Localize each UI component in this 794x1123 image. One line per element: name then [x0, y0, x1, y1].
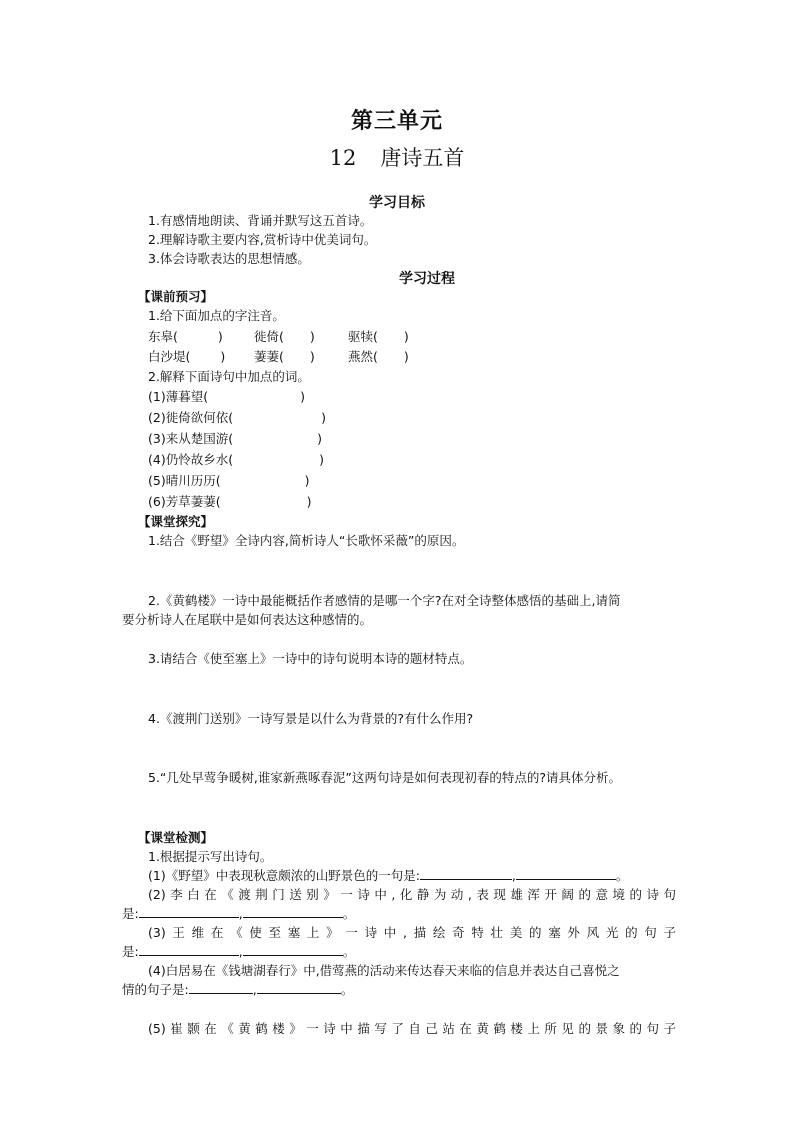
explore-label: 【课堂探究】: [138, 514, 214, 529]
preview-q1: 1.给下面加点的字注音。: [148, 308, 285, 323]
answer-blank[interactable]: [139, 943, 239, 956]
test-item-3-cont: 是: , 。: [122, 944, 356, 959]
explore-q2-cont: 要分析诗人在尾联中是如何表达这种感情的。: [122, 612, 373, 627]
lesson-title: [0, 142, 794, 172]
answer-blank[interactable]: [516, 867, 616, 880]
phonetic-word: 徙倚(: [254, 329, 284, 344]
answer-blank[interactable]: [139, 905, 239, 918]
test-item-5: (5)崔颢在《黄鹤楼》一诗中描写了自己站在黄鹤楼上所见的景象的句子: [148, 1021, 676, 1036]
phonetic-word: 白沙堤(: [148, 349, 191, 364]
objective-item: 1.有感情地朗读、背诵并默写这五首诗。: [148, 213, 373, 228]
test-q1: 1.根据提示写出诗句。: [148, 849, 273, 864]
process-heading: 学习过程: [399, 271, 455, 287]
answer-blank[interactable]: [243, 943, 343, 956]
phonetic-row: 燕然( ): [348, 349, 409, 364]
explain-item: (1)薄暮望( ): [148, 389, 305, 404]
explore-q2: 2.《黄鹤楼》一诗中最能概括作者感情的是哪一个字?在对全诗整体感悟的基础上,请简: [148, 593, 621, 608]
test-item-1: (1)《野望》中表现秋意颇浓的山野景色的一句是: , 。: [148, 868, 629, 883]
test-item-4-cont: 情的句子是: , 。: [122, 982, 354, 997]
preview-q2: 2.解释下面诗句中加点的词。: [148, 369, 310, 384]
answer-blank[interactable]: [189, 981, 253, 994]
explain-item: (5)晴川历历( ): [148, 473, 310, 488]
explore-q3: 3.请结合《使至塞上》一诗中的诗句说明本诗的题材特点。: [148, 651, 473, 666]
phonetic-row: 驱犊( ): [348, 329, 409, 344]
explore-q5: 5.“几处早莺争暖树,谁家新燕啄春泥”这两句诗是如何表现初春的特点的?请具体分析。: [148, 770, 621, 785]
preview-label: 【课前预习】: [138, 289, 214, 304]
phonetic-row: 白沙堤( ): [148, 349, 226, 364]
phonetic-row: 萋萋( ): [254, 349, 315, 364]
unit-title: 第三单元: [350, 108, 443, 134]
phonetic-word: 燕然(: [348, 349, 378, 364]
objective-item: 2.理解诗歌主要内容,赏析诗中优美词句。: [148, 232, 377, 247]
phonetic-row: 东皋( ): [148, 329, 223, 344]
explore-q1: 1.结合《野望》全诗内容,简析诗人“长歌怀采薇”的原因。: [148, 533, 465, 548]
test-label: 【课堂检测】: [138, 830, 214, 845]
objective-item: 3.体会诗歌表达的思想情感。: [148, 251, 310, 266]
objectives-heading: 学习目标: [369, 195, 425, 211]
explore-q4: 4.《渡荆门送别》一诗写景是以什么为背景的?有什么作用?: [148, 711, 474, 726]
explain-item: (3)来从楚国游( ): [148, 431, 322, 446]
answer-blank[interactable]: [420, 867, 512, 880]
lesson-name: 唐诗五首: [380, 146, 465, 170]
lesson-number: 12: [329, 146, 357, 170]
explain-item: (6)芳草萋萋( ): [148, 494, 312, 509]
phonetic-word: 东皋(: [148, 329, 178, 344]
test-item-2-cont: 是: , 。: [122, 906, 356, 921]
phonetic-row: 徙倚( ): [254, 329, 315, 344]
test-item-3: (3)王维在《使至塞上》一诗中,描绘奇特壮美的塞外风光的句子: [148, 925, 676, 940]
answer-blank[interactable]: [243, 905, 343, 918]
test-item-2: (2)李白在《渡荆门送别》一诗中,化静为动,表现雄浑开阔的意境的诗句: [148, 887, 676, 902]
answer-blank[interactable]: [257, 981, 341, 994]
explain-item: (2)徙倚欲何依( ): [148, 410, 326, 425]
explain-item: (4)仍怜故乡水( ): [148, 452, 324, 467]
test-item-4: (4)白居易在《钱塘湖春行》中,借莺燕的活动来传达春天来临的信息并表达自己喜悦之: [148, 963, 620, 978]
phonetic-word: 萋萋(: [254, 349, 284, 364]
phonetic-word: 驱犊(: [348, 329, 378, 344]
